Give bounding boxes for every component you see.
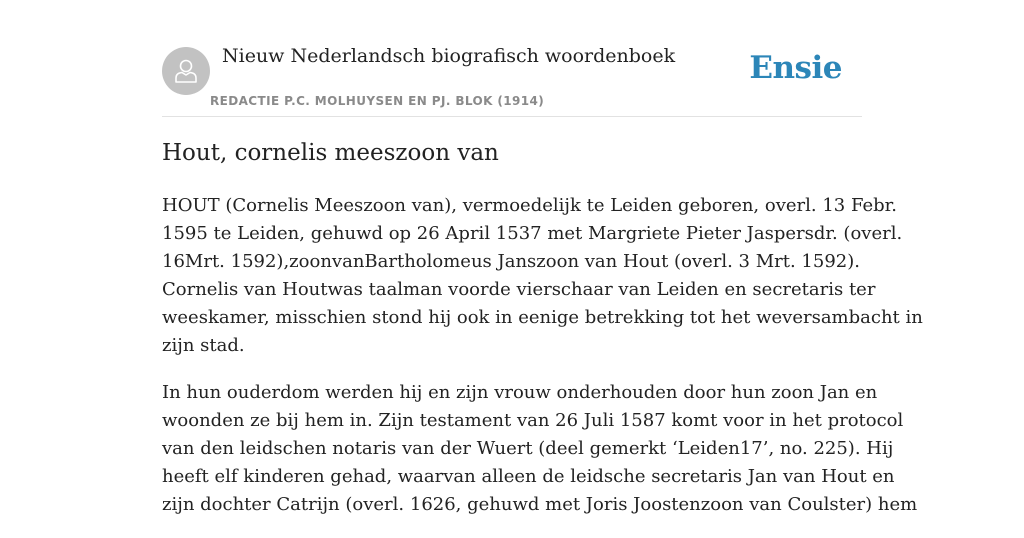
paragraph-2	[162, 379, 918, 519]
paragraph-line: 16Mrt. 1592),zoonvanBartholomeus Janszoon van Hout (overl. 3 Mrt. 1592).	[162, 251, 860, 272]
entry-body	[162, 192, 923, 538]
brand-logo[interactable]: Ensie	[749, 50, 842, 86]
user-avatar-icon	[171, 56, 201, 86]
header	[162, 0, 862, 117]
paragraph-line: Cornelis van Houtwas taalman voorde vierschaar van Leiden en secretaris ter	[162, 279, 876, 300]
paragraph-line: van den leidschen notaris van der Wuert (deel gemerkt ‘Leiden17’, no. 225). Hij	[162, 438, 894, 459]
paragraph-line: zijn dochter Catrijn (overl. 1626, gehuwd met Joris Joostenzoon van Coulster) hem	[162, 494, 918, 515]
paragraph-line: zijn stad.	[162, 335, 245, 356]
avatar[interactable]	[162, 47, 210, 95]
paragraph-line: weeskamer, misschien stond hij ook in eenige betrekking tot het weversambacht in	[162, 307, 923, 328]
page	[162, 0, 923, 515]
editors-credit: REDACTIE P.C. MOLHUYSEN EN PJ. BLOK (1914)	[210, 94, 545, 108]
paragraph-line: woonden ze bij hem in. Zijn testament van 26 Juli 1587 komt voor in het protocol	[162, 410, 904, 431]
paragraph-line: In hun ouderdom werden hij en zijn vrouw onderhouden door hun zoon Jan en	[162, 382, 878, 403]
entry-title: Hout, cornelis meeszoon van	[162, 140, 499, 166]
book-title[interactable]: Nieuw Nederlandsch biografisch woordenboek	[222, 45, 676, 67]
paragraph-1	[162, 192, 923, 360]
paragraph-line: heeft elf kinderen gehad, waarvan alleen de leidsche secretaris Jan van Hout en	[162, 466, 895, 487]
paragraph-line: HOUT (Cornelis Meeszoon van), vermoedelijk te Leiden geboren, overl. 13 Febr.	[162, 195, 897, 216]
paragraph-line: 1595 te Leiden, gehuwd op 26 April 1537 met Margriete Pieter Jaspersdr. (overl.	[162, 223, 903, 244]
